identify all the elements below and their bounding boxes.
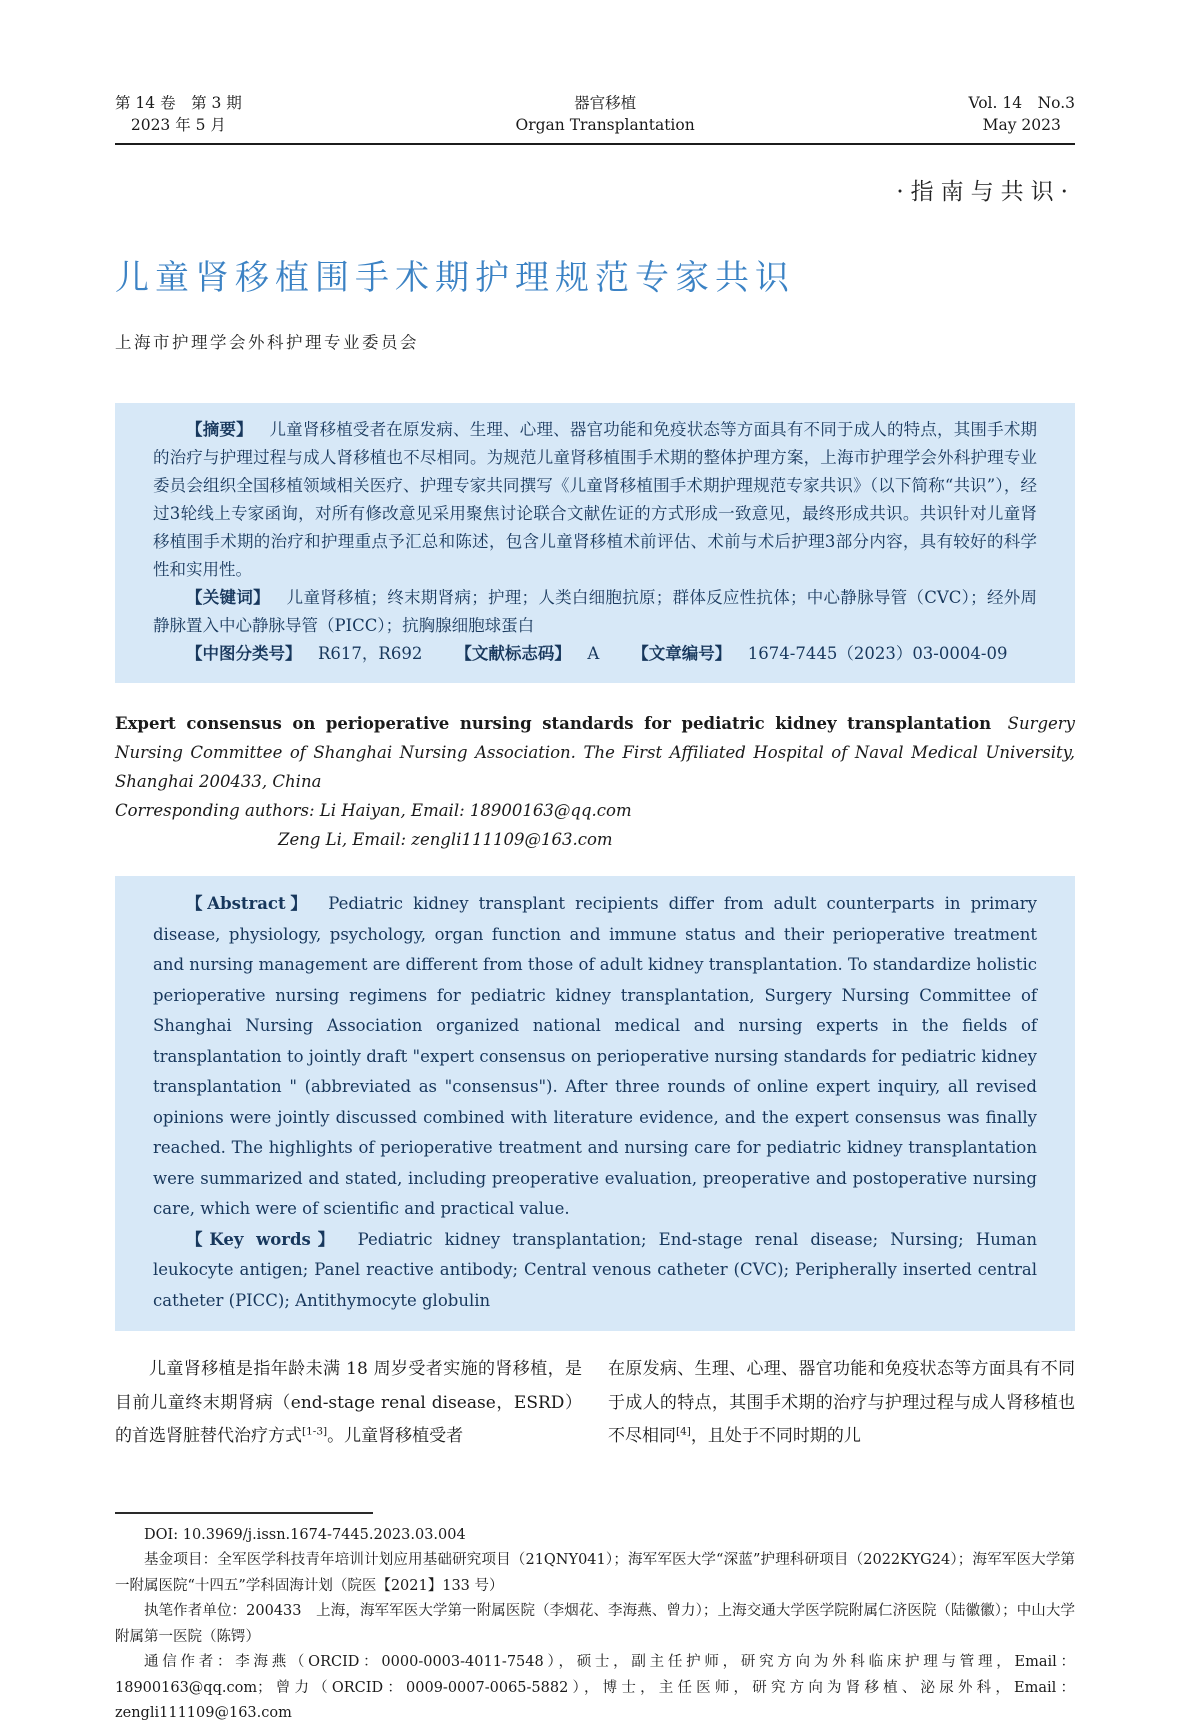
corresponding-author-1: Corresponding authors: Li Haiyan, Email: 18900163@qq.com <box>115 801 632 820</box>
authors-unit-line: 执笔作者单位：200433 上海，海军军医大学第一附属医院（李烟花、李海燕、曾力）；上海交通大学医学院附属仁济医院（陆徽徽）；中山大学附属第一医院（陈锷） <box>115 1603 1075 1645</box>
journal-header <box>115 92 1075 145</box>
keywords-cn-text: 儿童肾移植；终末期肾病；护理；人类白细胞抗原；群体反应性抗体；中心静脉导管（CVC）；经外周静脉置入中心静脉导管（PICC）；抗胸腺细胞球蛋白 <box>153 588 1037 635</box>
body-text <box>115 1353 1075 1454</box>
doi-line: DOI: 10.3969/j.issn.1674-7445.2023.03.004 <box>144 1526 466 1543</box>
document-code-value: A <box>587 644 600 663</box>
english-meta <box>115 709 1075 854</box>
abstract-box-cn <box>115 403 1075 683</box>
journal-name <box>516 92 695 136</box>
body-paragraph-right <box>608 1353 1075 1454</box>
abstract-en-paragraph <box>153 889 1037 1225</box>
abstract-box-en <box>115 876 1075 1331</box>
keywords-en-label: 【Key words】 <box>186 1229 342 1249</box>
issue-volume-en: Vol. 14 No.3 <box>968 94 1075 112</box>
issue-date-en: May 2023 <box>982 116 1061 134</box>
clc-line <box>153 640 1037 668</box>
document-code-label: 【文献标志码】 <box>455 644 571 663</box>
section-label: ·指南与共识· <box>896 179 1075 205</box>
journal-name-en: Organ Transplantation <box>515 116 695 134</box>
english-title-line <box>115 709 1075 796</box>
corresponding-authors-line: 通信作者：李海燕（ORCID：0000-0003-4011-7548），硕士，副主任护师，研究方向为外科临床护理与管理，Email：18900163@qq.com；曾力（ORCID：0009-0007-0065-5882），博士，主任医师，研究方向为肾移植、泌尿外科，Email：zengli111109@163.com <box>115 1654 1075 1721</box>
footnote-block <box>115 1512 1075 1727</box>
article-title-cn: 儿童肾移植围手术期护理规范专家共识 <box>115 258 795 298</box>
clc-label: 【中图分类号】 <box>186 644 302 663</box>
journal-name-cn: 器官移植 <box>574 94 637 112</box>
affiliation-en: Surgery Nursing Committee of Shanghai Nursing Association. The First Affiliated Hospital of Naval Medical University, Shanghai 200433, China <box>115 714 1075 791</box>
corresponding-author-2: Zeng Li, Email: zengli111109@163.com <box>278 830 613 849</box>
keywords-cn-paragraph <box>153 584 1037 640</box>
body-left-text-1: 儿童肾移植是指年龄未满 18 周岁受者实施的肾移植，是目前儿童终末期肾病（end-stage renal disease，ESRD）的首选肾脏替代治疗方式 <box>115 1359 582 1446</box>
body-right-text-2: ，且处于不同时期的儿 <box>690 1426 861 1446</box>
abstract-cn-paragraph <box>153 416 1037 584</box>
article-title-en: Expert consensus on perioperative nursing standards for pediatric kidney transplantation <box>115 714 992 733</box>
abstract-cn-text: 儿童肾移植受者在原发病、生理、心理、器官功能和免疫状态等方面具有不同于成人的特点，其围手术期的治疗与护理过程与成人肾移植也不尽相同。为规范儿童肾移植围手术期的整体护理方案，上海市护理学会外科护理专业委员会组织全国移植领域相关医疗、护理专家共同撰写《儿童肾移植围手术期护理规范专家共识》（以下简称“共识”），经过3轮线上专家函询，对所有修改意见采用聚焦讨论联合文献佐证的方式形成一致意见，最终形成共识。共识针对儿童肾移植围手术期的治疗和护理重点予汇总和陈述，包含儿童肾移植术前评估、术前与术后护理3部分内容，具有较好的科学性和实用性。 <box>153 420 1038 579</box>
issue-date-cn: 2023 年 5 月 <box>130 116 226 134</box>
keywords-en-paragraph <box>153 1225 1037 1317</box>
clc-value: R617，R692 <box>318 644 423 663</box>
keywords-en-text: Pediatric kidney transplantation; End-stage renal disease; Nursing; Human leukocyte antigen; Panel reactive antibody; Central venous catheter (CVC); Peripherally inserted central catheter (PICC); Antithymocyte globulin <box>153 1229 1037 1310</box>
journal-issue-cn <box>115 92 242 136</box>
affiliation-cn: 上海市护理学会外科护理专业委员会 <box>115 333 419 352</box>
journal-issue-en <box>968 92 1075 136</box>
body-column-right <box>608 1353 1075 1454</box>
abstract-en-label: 【Abstract】 <box>186 894 312 913</box>
body-paragraph-left <box>115 1353 582 1454</box>
citation-ref-1-3: [1-3] <box>302 1425 328 1438</box>
footnote-divider <box>115 1512 373 1514</box>
body-column-left <box>115 1353 582 1454</box>
article-id-label: 【文章编号】 <box>632 644 732 663</box>
abstract-en-text: Pediatric kidney transplant recipients differ from adult counterparts in primary disease, physiology, psychology, organ function and immune status and their perioperative treatment and nursing management are different from those of adult kidney transplantation. To standardize holistic perioperative nursing regimens for pediatric kidney transplantation, Surgery Nursing Committee of Shanghai Nursing Association organized national medical and nursing experts in the fields of transplantation to jointly draft "expert consensus on perioperative nursing standards for pediatric kidney transplantation " (abbreviated as "consensus"). After three rounds of online expert inquiry, all revised opinions were jointly discussed combined with literature evidence, and the expert consensus was finally reached. The highlights of perioperative treatment and nursing care for pediatric kidney transplantation were summarized and stated, including preoperative evaluation, preoperative and postoperative nursing care, which were of scientific and practical value. <box>153 894 1037 1218</box>
abstract-cn-label: 【摘要】 <box>186 420 253 439</box>
funding-line: 基金项目：全军医学科技青年培训计划应用基础研究项目（21QNY041）；海军军医大学“深蓝”护理科研项目（2022KYG24）；海军军医大学第一附属医院“十四五”学科固海计划（院医【2021】133 号） <box>115 1552 1075 1594</box>
citation-ref-4: [4] <box>676 1425 691 1438</box>
article-id-value: 1674-7445（2023）03-0004-09 <box>747 644 1008 663</box>
keywords-cn-label: 【关键词】 <box>186 588 270 607</box>
body-left-text-2: 。儿童肾移植受者 <box>327 1426 464 1446</box>
body-right-text-1: 在原发病、生理、心理、器官功能和免疫状态等方面具有不同于成人的特点，其围手术期的治疗与护理过程与成人肾移植也不尽相同 <box>608 1359 1075 1446</box>
issue-volume-cn: 第 14 卷 第 3 期 <box>115 94 242 112</box>
